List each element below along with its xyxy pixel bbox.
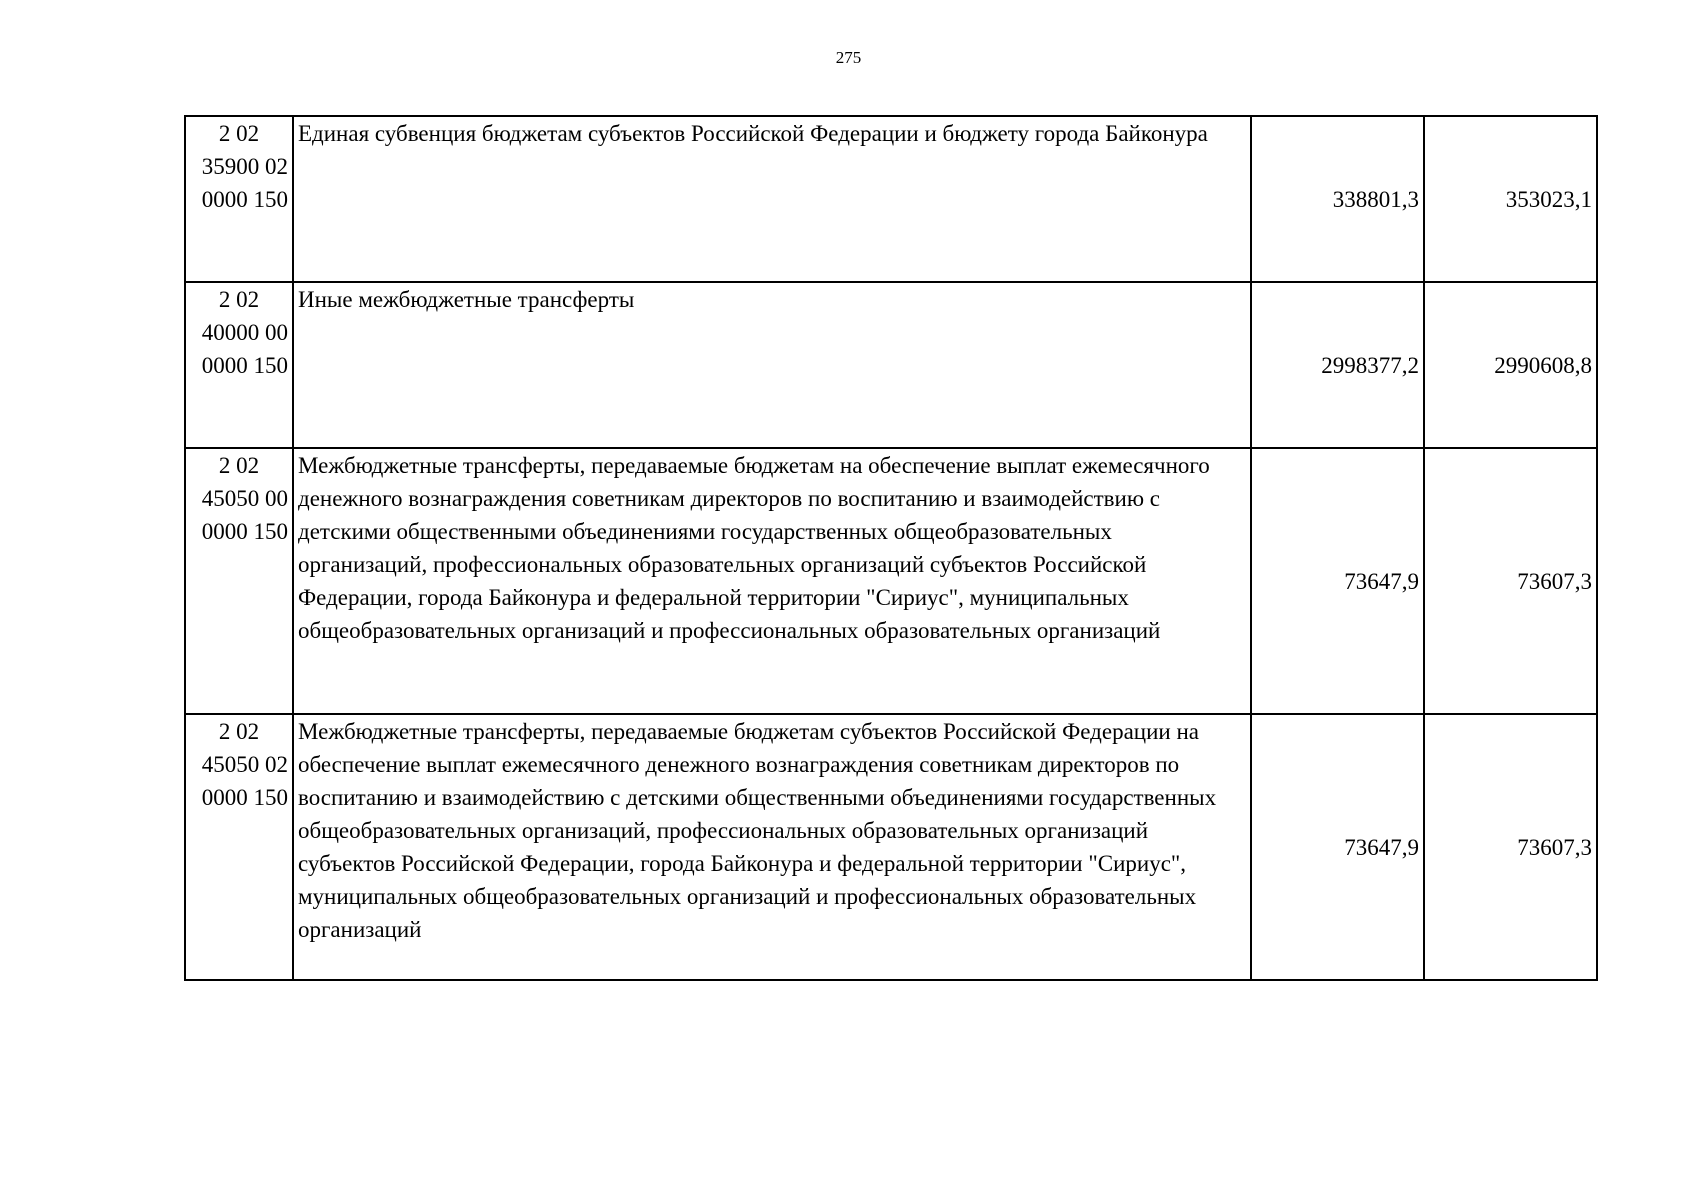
budget-table — [184, 115, 1598, 981]
budget-code-line: 35900 02 — [201, 154, 288, 179]
value-cell-2: 73607,3 — [1424, 448, 1597, 714]
budget-code-line: 0000 150 — [201, 187, 288, 212]
budget-code-line: 45050 02 — [201, 752, 288, 777]
budget-code-line: 40000 00 — [201, 320, 288, 345]
budget-code-cell — [185, 116, 293, 282]
budget-code-cell — [185, 448, 293, 714]
budget-code-line: 2 02 — [218, 287, 260, 312]
budget-code-line: 2 02 — [218, 719, 260, 744]
item-name-cell: Межбюджетные трансферты, передаваемые бюджетам на обеспечение выплат ежемесячного денежного вознаграждения советникам директоров по воспитанию и взаимодействию с детскими общественными объединениями государственных общеобразовательных организаций, профессиональных образовательных организаций субъектов Российской Федерации, города Байконура и федеральной территории "Сириус", муниципальных общеобразовательных организаций и профессиональных образовательных организаций — [293, 448, 1251, 714]
budget-code-line: 2 02 — [218, 453, 260, 478]
table-row — [185, 714, 1597, 980]
table-row — [185, 116, 1597, 282]
value-cell-1: 73647,9 — [1251, 448, 1424, 714]
item-name-cell: Единая субвенция бюджетам субъектов Российской Федерации и бюджету города Байконура — [293, 116, 1251, 282]
item-name-cell: Межбюджетные трансферты, передаваемые бюджетам субъектов Российской Федерации на обеспечение выплат ежемесячного денежного вознаграждения советникам директоров по воспитанию и взаимодействию с детскими общественными объединениями государственных общеобразовательных организаций, профессиональных образовательных организаций субъектов Российской Федерации, города Байконура и федеральной территории "Сириус", муниципальных общеобразовательных организаций и профессиональных образовательных организаций — [293, 714, 1251, 980]
value-cell-1: 2998377,2 — [1251, 282, 1424, 448]
table-row — [185, 448, 1597, 714]
budget-code-cell — [185, 714, 293, 980]
budget-code-line: 0000 150 — [201, 785, 288, 810]
page-number: 275 — [835, 48, 862, 67]
item-name-cell: Иные межбюджетные трансферты — [293, 282, 1251, 448]
value-cell-2: 2990608,8 — [1424, 282, 1597, 448]
value-cell-1: 73647,9 — [1251, 714, 1424, 980]
budget-code-line: 45050 00 — [201, 486, 288, 511]
value-cell-2: 73607,3 — [1424, 714, 1597, 980]
value-cell-1: 338801,3 — [1251, 116, 1424, 282]
value-cell-2: 353023,1 — [1424, 116, 1597, 282]
budget-code-cell — [185, 282, 293, 448]
budget-code-line: 0000 150 — [201, 353, 288, 378]
budget-code-line: 0000 150 — [201, 519, 288, 544]
table-row — [185, 282, 1597, 448]
budget-code-line: 2 02 — [218, 121, 260, 146]
